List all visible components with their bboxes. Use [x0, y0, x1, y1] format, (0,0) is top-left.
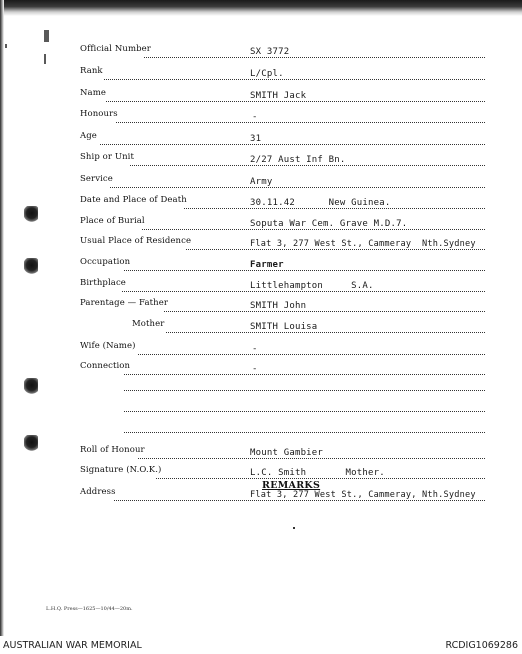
field-honours	[80, 109, 485, 123]
scan-left-edge	[0, 0, 4, 654]
footer-record-id: RCDIG1069286	[445, 640, 518, 651]
field-label: Parentage — Father	[80, 298, 169, 308]
punch-hole	[24, 258, 38, 274]
field-label: Honours	[80, 109, 118, 119]
field-label: Occupation	[80, 257, 131, 267]
field-label: Rank	[80, 66, 103, 76]
field-value: 30.11.42 New Guinea.	[250, 198, 391, 208]
field-label: Place of Burial	[80, 216, 145, 226]
scan-mark	[44, 30, 49, 42]
field-connection	[80, 361, 485, 375]
scan-top-shadow	[0, 12, 522, 16]
punch-hole	[24, 435, 38, 451]
scan-mark	[5, 44, 7, 48]
punch-hole	[24, 378, 38, 394]
punch-hole	[24, 206, 38, 222]
field-value: Flat 3, 277 West St., Cammeray Nth.Sydney	[250, 239, 476, 249]
field-label: Mother	[132, 319, 165, 329]
field-label: Age	[80, 131, 97, 141]
field-value: Farmer	[250, 260, 284, 270]
field-birthplace	[80, 278, 485, 292]
scan-mark	[44, 54, 46, 64]
field-value: Army	[250, 177, 273, 187]
field-value: Littlehampton S.A.	[250, 281, 374, 291]
field-roll-of-honour	[80, 445, 485, 459]
field-label: Usual Place of Residence	[80, 236, 192, 246]
field-occupation	[80, 257, 485, 271]
field-label: Wife (Name)	[80, 341, 136, 351]
field-label: Official Number	[80, 44, 151, 54]
scan-top-border	[0, 0, 522, 12]
connection-blank-line	[124, 432, 485, 433]
field-value: L/Cpl.	[250, 69, 284, 79]
field-label: Roll of Honour	[80, 445, 145, 455]
field-rank	[80, 66, 485, 80]
scan-speck	[293, 527, 295, 529]
field-wife	[80, 341, 485, 355]
field-name	[80, 88, 485, 102]
field-value: -	[252, 364, 258, 374]
field-value: -	[252, 344, 258, 354]
field-value: -	[252, 112, 258, 122]
field-value: SMITH Louisa	[250, 322, 318, 332]
field-signature	[80, 465, 485, 479]
field-mother	[80, 319, 485, 333]
remarks-heading: REMARKS	[262, 480, 321, 491]
field-label: Service	[80, 174, 113, 184]
field-value: 2/27 Aust Inf Bn.	[250, 155, 346, 165]
archive-footer	[0, 636, 522, 654]
footer-institution: AUSTRALIAN WAR MEMORIAL	[3, 640, 142, 651]
field-label: Address	[80, 487, 116, 497]
field-label: Connection	[80, 361, 131, 371]
field-value: Mount Gambier	[250, 448, 324, 458]
field-date-place-death	[80, 195, 485, 209]
field-age	[80, 131, 485, 145]
field-value: SMITH Jack	[250, 91, 307, 101]
field-value: Flat 3, 277 West St., Cammeray, Nth.Sydney	[250, 490, 476, 500]
field-value: SX 3772	[250, 47, 290, 57]
field-label: Name	[80, 88, 106, 98]
field-value: 31	[250, 134, 262, 144]
connection-blank-line	[124, 411, 485, 412]
print-code: L.H.Q. Press—1625—10/44—20m.	[46, 606, 133, 612]
field-father	[80, 298, 485, 312]
field-value: SMITH John	[250, 301, 307, 311]
connection-blank-line	[124, 390, 485, 391]
field-value: Soputa War Cem. Grave M.D.7.	[250, 219, 408, 229]
field-residence	[80, 236, 485, 250]
field-place-of-burial	[80, 216, 485, 230]
field-official-number	[80, 44, 485, 58]
field-label: Birthplace	[80, 278, 126, 288]
field-value: L.C. Smith Mother.	[250, 468, 385, 478]
field-service	[80, 174, 485, 188]
field-label: Ship or Unit	[80, 152, 135, 162]
field-ship-or-unit	[80, 152, 485, 166]
field-label: Signature (N.O.K.)	[80, 465, 162, 475]
field-label: Date and Place of Death	[80, 195, 187, 205]
